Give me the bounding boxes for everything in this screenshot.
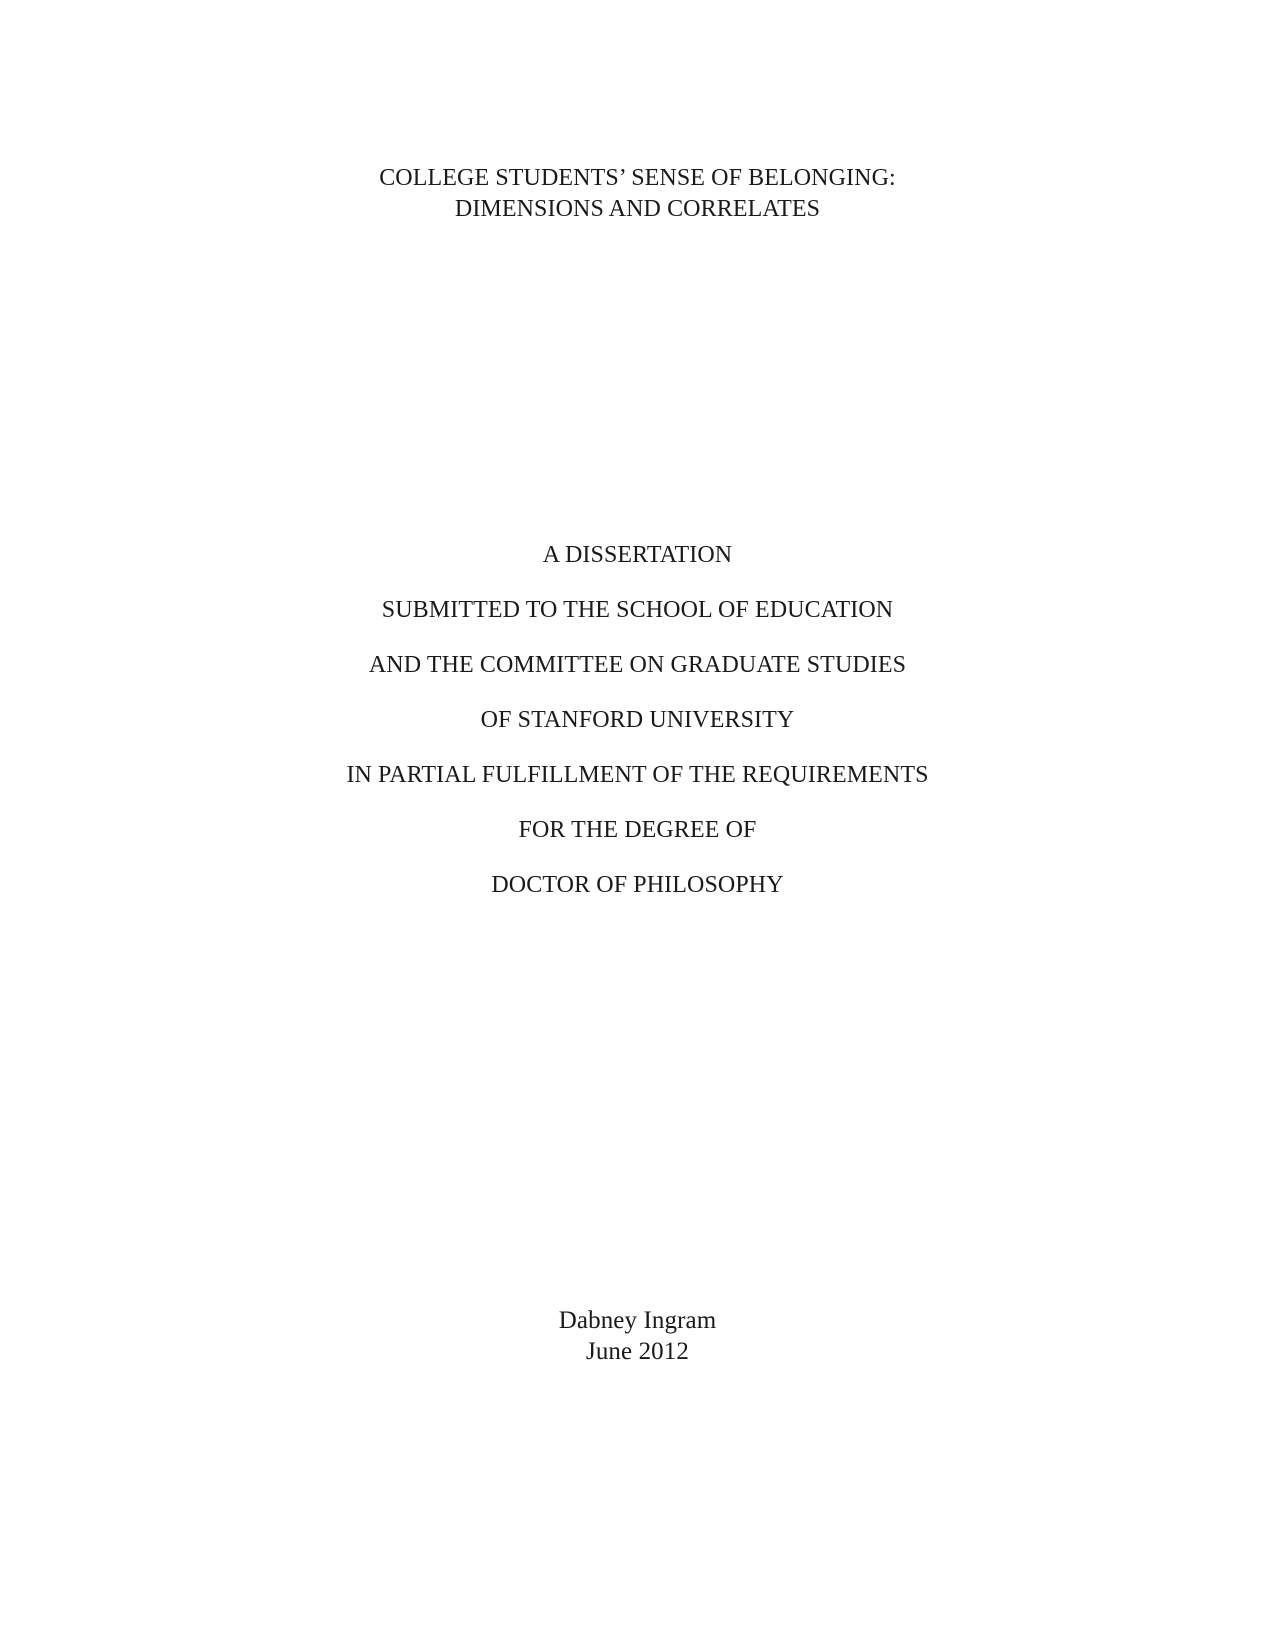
statement-line-1: A DISSERTATION: [542, 542, 733, 568]
title-line-1: COLLEGE STUDENTS’ SENSE OF BELONGING:: [379, 165, 896, 191]
statement-line-5: IN PARTIAL FULFILLMENT OF THE REQUIREMENTS: [346, 762, 929, 788]
statement-line-2: SUBMITTED TO THE SCHOOL OF EDUCATION: [381, 597, 894, 623]
statement-line-7: DOCTOR OF PHILOSOPHY: [491, 872, 784, 898]
submission-date: June 2012: [586, 1338, 689, 1365]
author-name: Dabney Ingram: [558, 1307, 717, 1334]
statement-line-4: OF STANFORD UNIVERSITY: [480, 707, 795, 733]
statement-line-3: AND THE COMMITTEE ON GRADUATE STUDIES: [368, 652, 907, 678]
statement-line-6: FOR THE DEGREE OF: [518, 817, 757, 843]
title-line-2: DIMENSIONS AND CORRELATES: [454, 196, 821, 222]
